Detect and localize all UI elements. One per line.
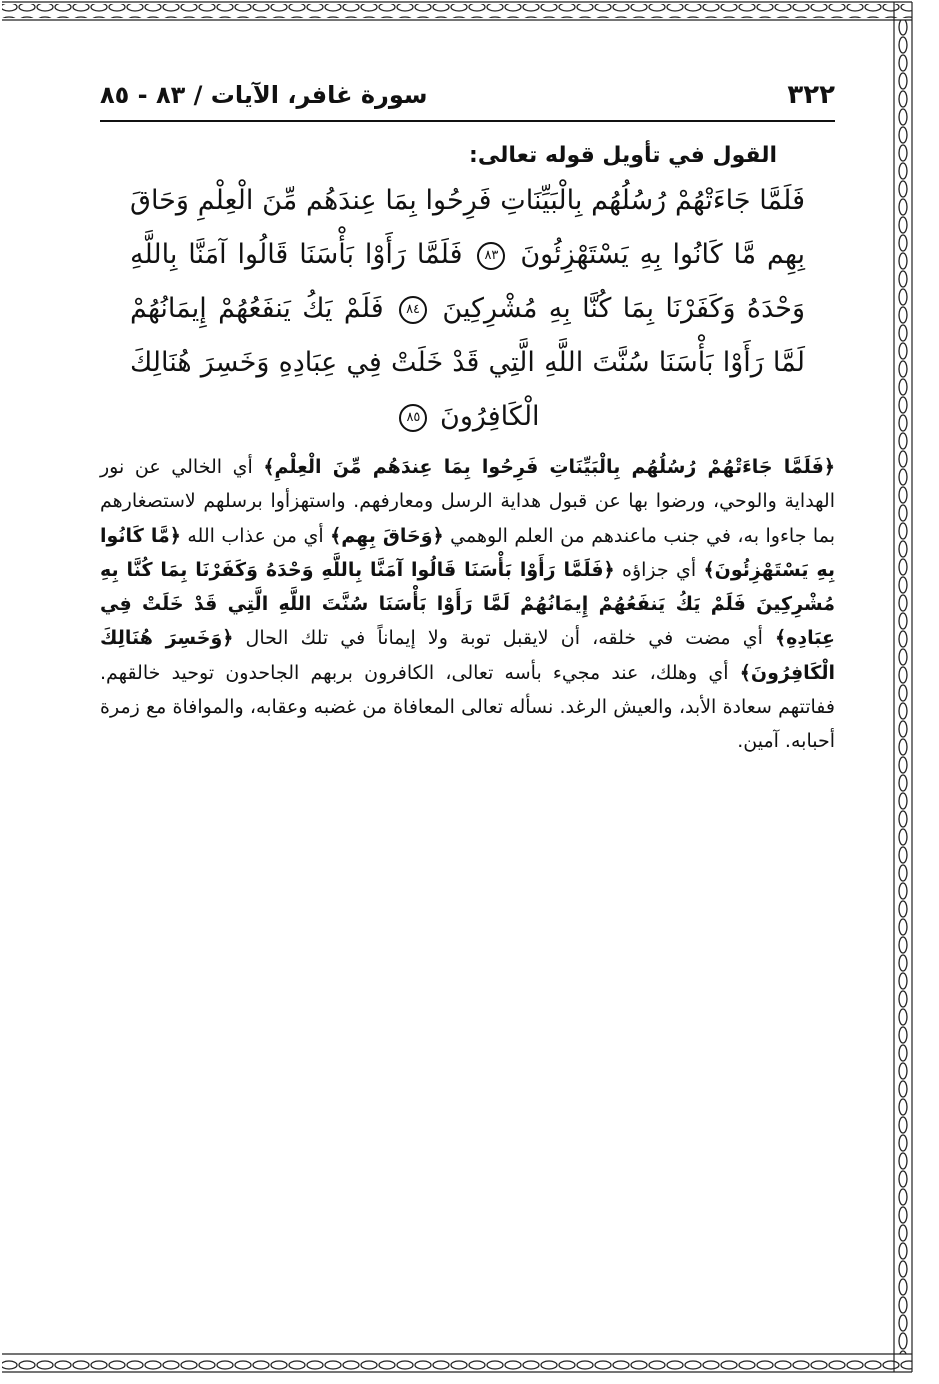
section-heading: القول في تأويل قوله تعالى:: [469, 143, 777, 168]
commentary-1: أي الخالي عن نور الهداية والوحي، ورضوا بها عن قبول هداية الرسل ومعارفهم. واستهزأوا برسلهم لاستصغارهم بما جاءوا به، في جنب ماعندهم من العلم الوهمي: [100, 456, 835, 547]
header-rule: [100, 120, 835, 122]
running-title: سورة غافر، الآيات / ٨٣ - ٨٥: [100, 81, 428, 109]
page-number: ٣٢٢: [787, 80, 835, 110]
verse-83-text: فَلَمَّا جَاءَتْهُمْ رُسُلُهُم بِالْبَيِّنَاتِ فَرِحُوا بِمَا عِندَهُم مِّنَ الْعِلْمِ وَحَاقَ بِهِم مَّا كَانُوا بِهِ يَسْتَهْزِئُونَ: [130, 185, 805, 270]
quran-verses: [100, 174, 835, 444]
quote-5: ﴿وَخَسِرَ هُنَالِكَ الْكَافِرُونَ﴾: [100, 627, 835, 684]
quote-3: ﴿مَّا كَانُوا بِهِ يَسْتَهْزِئُونَ﴾: [100, 524, 836, 581]
verse-number-83: ٨٣: [477, 242, 505, 270]
commentary-3: أي جزاؤه: [614, 558, 704, 581]
verse-85-text: فَلَمْ يَكُ يَنفَعُهُمْ إِيمَانُهُمْ لَمَّا رَأَوْا بَأْسَنَا سُنَّتَ اللَّهِ الَّتِي قَدْ خَلَتْ فِي عِبَادِهِ وَخَسِرَ هُنَالِكَ الْكَافِرُونَ: [130, 293, 805, 432]
commentary-5: أي وهلك، عند مجيء بأسه تعالى، الكافرون بربهم الجاحدون توحيد خالقهم. ففاتتهم سعادة الأبد، والعيش الرغد. نسأله تعالى المعافاة من غضبه وعقابه، والموافاة مع زمرة أحبابه. آمين.: [100, 661, 835, 753]
quote-1: ﴿فَلَمَّا جَاءَتْهُمْ رُسُلُهُم بِالْبَيِّنَاتِ فَرِحُوا بِمَا عِندَهُم مِّنَ الْعِلْمِ﴾: [263, 456, 835, 478]
page-header: [100, 70, 835, 120]
quote-4: ﴿فَلَمَّا رَأَوْا بَأْسَنَا قَالُوا آمَنَّا بِاللَّهِ وَحْدَهُ وَكَفَرْنَا بِمَا كُنَّا بِهِ مُشْرِكِينَ فَلَمْ يَكُ يَنفَعُهُمْ إِيمَانُهُمْ لَمَّا رَأَوْا بَأْسَنَا سُنَّتَ اللَّهِ الَّتِي قَدْ خَلَتْ فِي عِبَادِهِ﴾: [100, 558, 835, 650]
page-body: [100, 135, 835, 759]
verse-number-85: ٨٥: [399, 404, 427, 432]
quote-2: ﴿وَحَاقَ بِهِم﴾: [330, 524, 444, 547]
commentary-4: أي مضت في خلقه، أن لايقبل توبة ولا إيماناً في تلك الحال: [233, 627, 776, 650]
commentary-2: أي من عذاب الله: [180, 524, 331, 547]
verse-number-84: ٨٤: [399, 296, 427, 324]
commentary-paragraph: [100, 450, 835, 759]
verse-84-text: فَلَمَّا رَأَوْا بَأْسَنَا قَالُوا آمَنَّا بِاللَّهِ وَحْدَهُ وَكَفَرْنَا بِمَا كُنَّا بِهِ مُشْرِكِينَ: [130, 239, 805, 324]
